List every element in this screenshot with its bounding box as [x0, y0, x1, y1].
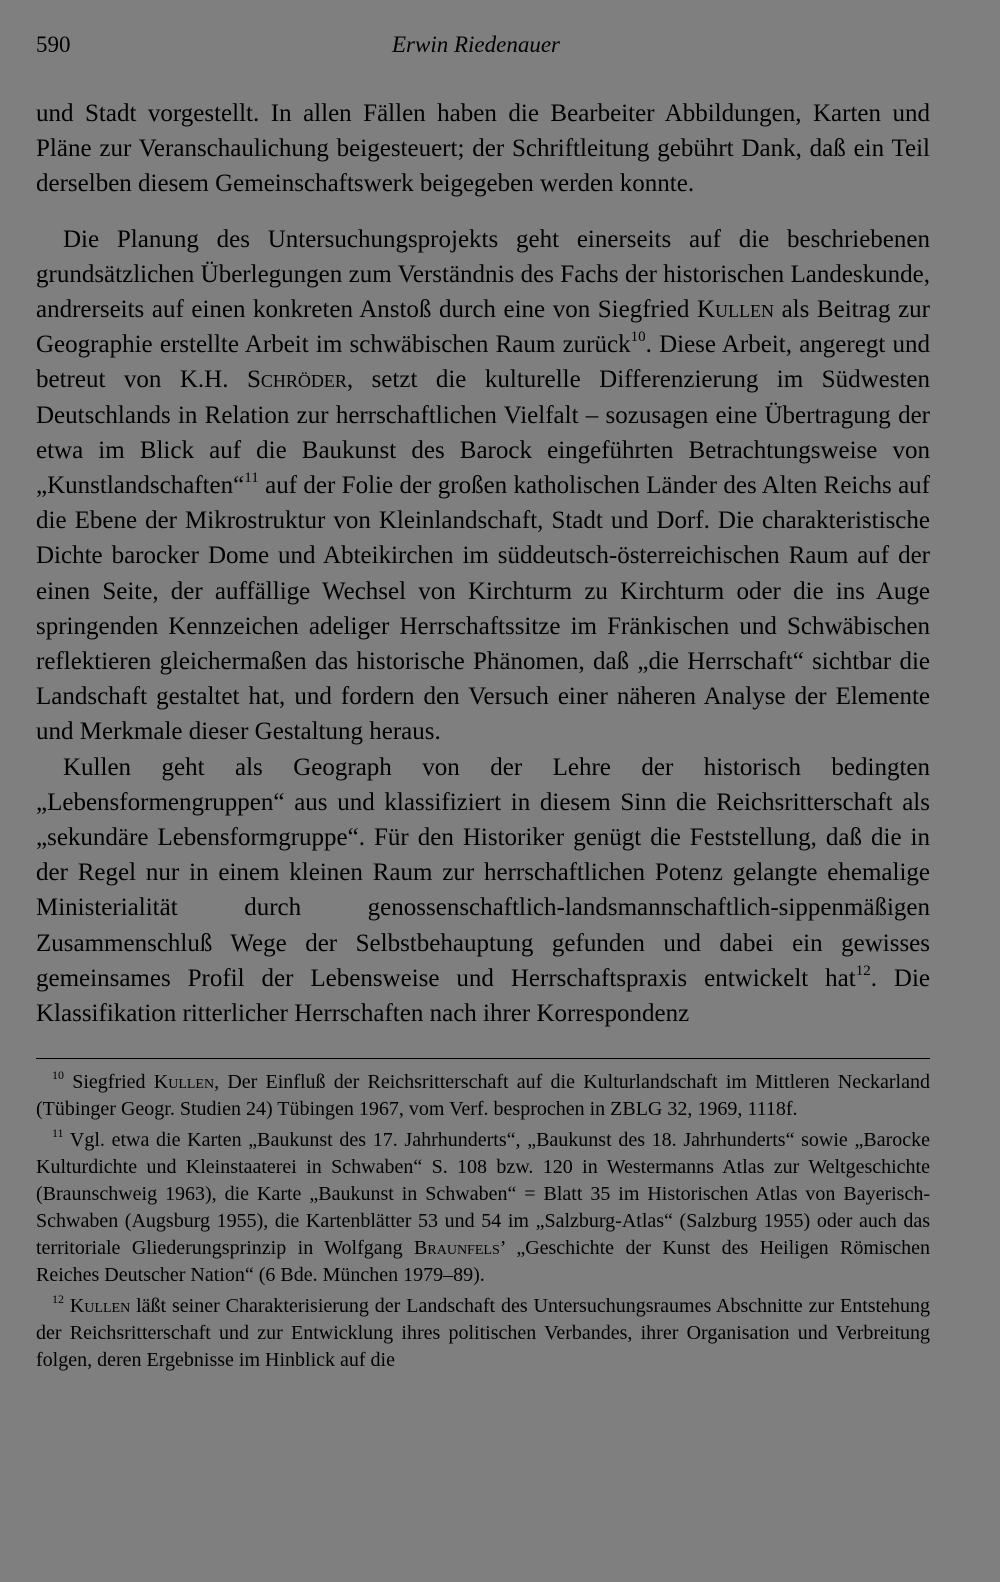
running-head-author: Erwin Riedenauer — [392, 32, 560, 57]
footnote-text: , Der Einfluß der Reichsritterschaft auf die Kulturlandschaft im Mittleren Neckarland (Tübinger Geogr. Studien 24) Tübingen 1967, vom Verf. besprochen in ZBLG 32, 1969, 1118f. — [36, 1071, 930, 1121]
author-name-small-caps: Kullen — [69, 1295, 131, 1318]
footnote-ref-12[interactable]: 12 — [855, 962, 871, 979]
paragraph-text: Kullen geht als Geograph von der Lehre der historisch bedingten „Lebensformengruppen“ aus und klassifiziert in diesem Sinn die Reichsritterschaft als „sekundäre Lebensformgruppe“. Für den Historiker genügt die Feststellung, daß die in der Regel nur in einem kleinen Raum zur herrschaftlichen Potenz gelangte ehemalige Ministerialität durch genossenschaftlich-landsmannschaftlich-sippenmäßigen Zusammenschluß Wege der Selbstbehauptung gefunden und dabei ein gewisses gemeinsames Profil der Lebensweise und Herrschaftspraxis entwickelt hat — [36, 753, 930, 992]
running-head — [36, 32, 930, 72]
footnote-divider — [36, 1058, 930, 1059]
footnote-10 — [36, 1069, 930, 1123]
paragraph-text: als Beitrag zur Geographie erstellte Arbeit im schwäbischen Raum zurück — [36, 296, 930, 359]
footnote-11 — [36, 1127, 930, 1289]
body-paragraph-2 — [36, 222, 930, 750]
footnote-text: Siegfried — [64, 1071, 154, 1094]
book-page — [36, 0, 930, 1374]
paragraph-text: . Die Klassifikation ritterlicher Herrschaften nach ihrer Korrespondenz — [36, 964, 930, 1028]
author-name-small-caps: Kullen — [153, 1071, 215, 1094]
author-name-small-caps: Braunfels — [414, 1237, 500, 1260]
footnote-ref-10[interactable]: 10 — [630, 328, 646, 345]
paragraph-text: . Diese Arbeit, angeregt und betreut von K.H. — [36, 331, 930, 394]
paragraph-text: auf der Folie der großen katholischen Länder des Alten Reichs auf die Ebene der Mikrostruktur von Kleinlandschaft, Stadt und Dorf. Die charakteristische Dichte barocker Dome und Abteikirchen im süddeutsch-österreichischen Raum auf der einen Seite, der auffällige Wechsel von Kirchturm zu Kirchturm oder die ins Auge springenden Kennzeichen adeliger Herrschaftssitze im Fränkischen und Schwäbischen reflektieren gleichermaßen das historische Phänomen, daß „die Herrschaft“ sichtbar die Landschaft gestaltet hat, und fordern den Versuch einer näheren Analyse der Elemente und Merkmale dieser Gestaltung heraus. — [36, 472, 930, 746]
author-name-small-caps: Kullen — [696, 296, 775, 324]
footnote-text: Vgl. etwa die Karten „Baukunst des 17. Jahrhunderts“, „Baukunst des 18. Jahrhunderts“ sowie „Barocke Kulturdichte und Kleinstaaterei in Schwaben“ S. 108 bzw. 120 in Westermanns Atlas zur Weltgeschichte (Braunschweig 1963), die Karte „Baukunst in Schwaben“ = Blatt 35 im Historischen Atlas von Bayerisch-Schwaben (Augsburg 1955), die Kartenblätter 53 und 54 im „Salzburg-Atlas“ (Salzburg 1955) oder auch das territoriale Gliederungsprinzip in Wolfgang — [36, 1129, 930, 1260]
body-paragraph-1 — [36, 96, 930, 202]
paragraph-text: Die Planung des Untersuchungsprojekts geht einerseits auf die beschriebenen grundsätzlichen Überlegungen zum Verständnis des Fachs der historischen Landeskunde, andrerseits auf einen konkreten Anstoß durch eine von Siegfried — [36, 225, 930, 324]
footnote-number: 12 — [52, 1292, 64, 1307]
body-paragraph-3 — [36, 750, 930, 1032]
paragraph-text: , setzt die kulturelle Differenzierung im Südwesten Deutschlands in Relation zur herrschaftlichen Vielfalt – sozusagen eine Übertragung der etwa im Blick auf die Baukunst des Barock eingeführten Betrachtungsweise von „Kunstlandschaften“ — [36, 366, 930, 500]
footnote-12 — [36, 1293, 930, 1374]
footnote-text: läßt seiner Charakterisierung der Landschaft des Untersuchungsraumes Abschnitte zur Entstehung der Reichsritterschaft und zur Entwicklung ihres politischen Verbandes, ihrer Organisation und Verbreitung folgen, deren Ergebnisse im Hinblick auf die — [36, 1295, 930, 1372]
paragraph-text: und Stadt vorgestellt. In allen Fällen haben die Bearbeiter Abbildungen, Karten und Pläne zur Veranschaulichung beigesteuert; der Schriftleitung gebührt Dank, daß ein Teil derselben diesem Gemeinschaftswerk beigegeben werden konnte. — [36, 100, 930, 198]
footnote-ref-11[interactable]: 11 — [244, 469, 259, 486]
author-name-small-caps: Schröder — [246, 366, 347, 394]
footnote-text: ’ „Geschichte der Kunst des Heiligen Römischen Reiches Deutscher Nation“ (6 Bde. München 1979–89). — [36, 1237, 930, 1287]
page-number: 590 — [36, 32, 71, 57]
footnote-number: 10 — [52, 1068, 64, 1083]
footnote-number: 11 — [52, 1126, 64, 1141]
